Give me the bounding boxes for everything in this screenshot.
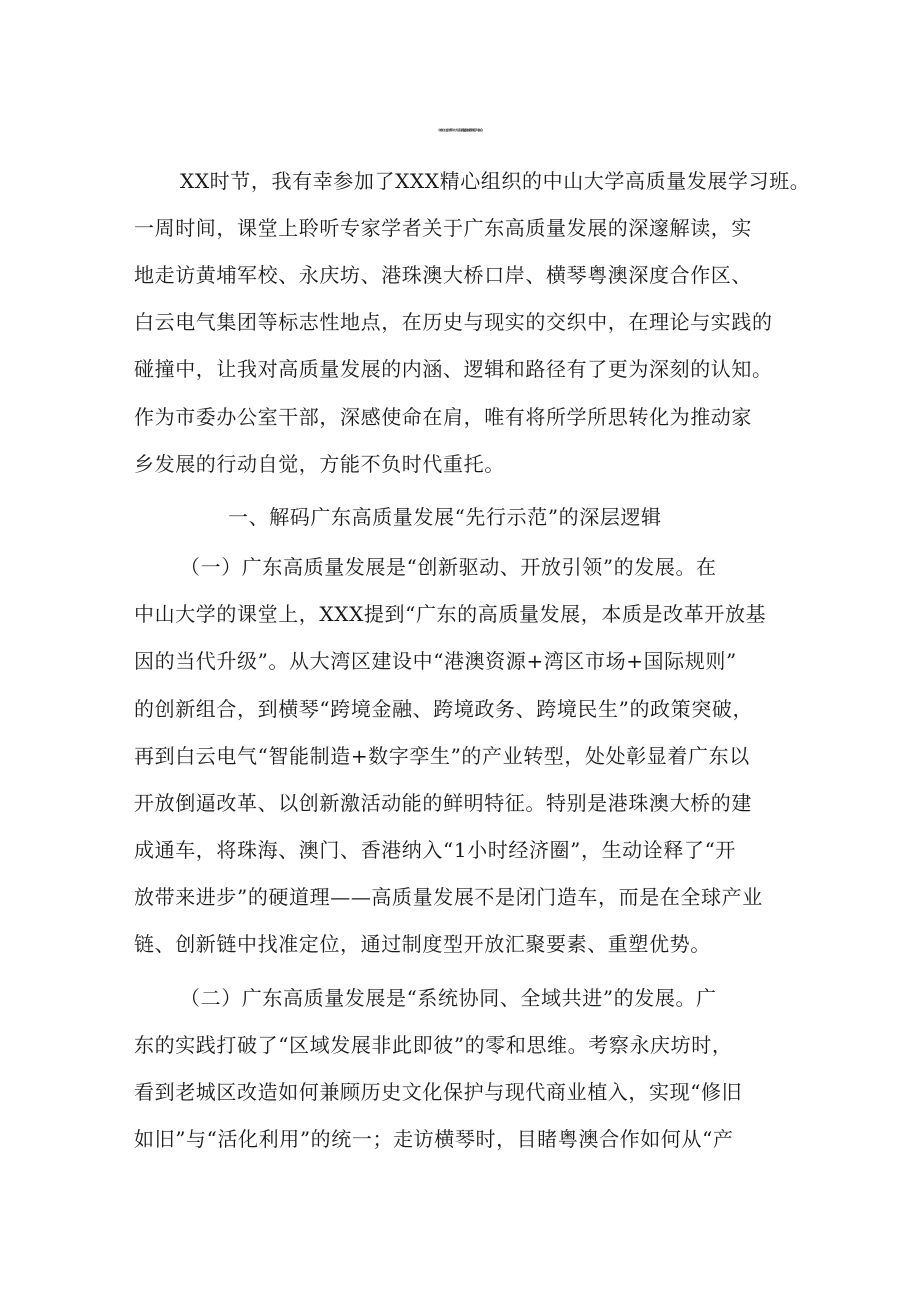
section-heading: 一、解码广东高质量发展“先行示范”的深层逻辑	[228, 505, 662, 529]
paragraph-line: 因的当代升级”。从大湾区建设中“港澳资源+湾区市场+国际规则”	[134, 649, 737, 673]
paragraph-line: （一）广东高质量发展是“创新驱动、开放引领”的发展。在	[180, 555, 717, 579]
paragraph-line: 白云电气集团等标志性地点，在历史与现实的交织中，在理论与实践的	[134, 310, 773, 334]
paragraph-line: 碰撞中，让我对高质量发展的内涵、逻辑和路径有了更为深刻的认知。	[134, 357, 773, 381]
document-title: 市委办公室干部中山大学高质量发展培训班学习体会	[438, 128, 482, 132]
paragraph-line: XX时节，我有幸参加了XXX精心组织的中山大学高质量发展学习班。	[180, 169, 811, 193]
paragraph-line: 东的实践打破了“区域发展非此即彼”的零和思维。考察永庆坊时，	[134, 1033, 733, 1057]
paragraph-line: 地走访黄埔军校、永庆坊、港珠澳大桥口岸、横琴粤澳深度合作区、	[134, 263, 752, 287]
paragraph-line: 的创新组合，到横琴“跨境金融、跨境政务、跨境民生”的政策突破，	[134, 697, 754, 721]
paragraph-line: 作为市委办公室干部，深感使命在肩，唯有将所学所思转化为推动家	[134, 405, 752, 429]
paragraph-line: 链、创新链中找准定位，通过制度型开放汇聚要素、重塑优势。	[134, 932, 711, 956]
paragraph-line: 开放倒逼改革、以创新激活动能的鲜明特征。特别是港珠澳大桥的建	[134, 791, 752, 815]
paragraph-line: 一周时间，课堂上聆听专家学者关于广东高质量发展的深邃解读，实	[134, 216, 752, 240]
paragraph-line: 看到老城区改造如何兼顾历史文化保护与现代商业植入，实现“修旧	[134, 1080, 743, 1104]
paragraph-line: 成通车，将珠海、澳门、香港纳入“1小时经济圈”，生动诠释了“开	[134, 838, 736, 862]
paragraph-line: 放带来进步”的硬道理——高质量发展不是闭门造车，而是在全球产业	[134, 885, 763, 909]
paragraph-line: 中山大学的课堂上，XXX提到“广东的高质量发展，本质是改革开放基	[134, 602, 767, 626]
paragraph-line: 乡发展的行动自觉，方能不负时代重托。	[134, 452, 505, 476]
paragraph-line: （二）广东高质量发展是“系统协同、全域共进”的发展。广	[180, 986, 717, 1010]
paragraph-line: 如旧”与“活化利用”的统一；走访横琴时，目睹粤澳合作如何从“产	[134, 1127, 734, 1151]
paragraph-line: 再到白云电气“智能制造+数字孪生”的产业转型，处处彰显着广东以	[134, 744, 750, 768]
